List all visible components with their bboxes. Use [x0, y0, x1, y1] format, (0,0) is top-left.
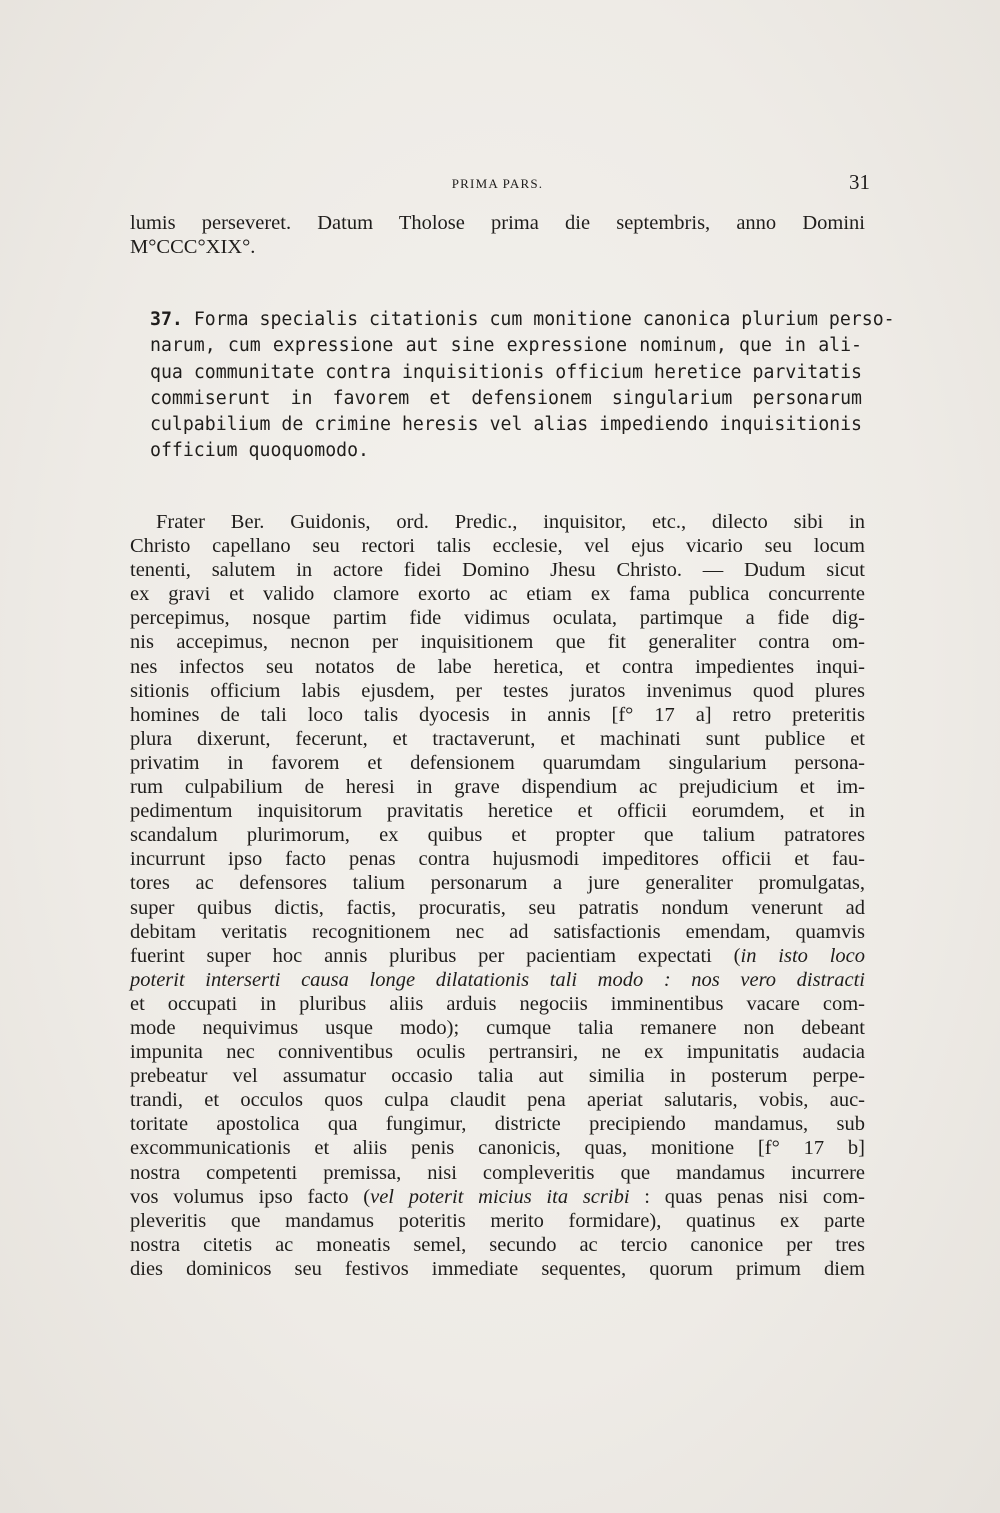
text-line: [130, 1185, 865, 1209]
page-number: 31: [849, 170, 870, 194]
section-heading: [150, 307, 895, 465]
running-title: PRIMA PARS.: [451, 176, 544, 191]
text-line: pedimentum inquisitorum pravitatis heretice et officii eorumdem, et in: [130, 800, 865, 823]
italic-note: vel poterit micius ita scribi: [370, 1185, 630, 1208]
text-line: nostra competenti premissa, nisi compleveritis que mandamus incurrere: [130, 1161, 865, 1184]
text-line: rum culpabilium de heresi in grave dispendium ac prejudicium et im-: [130, 776, 865, 799]
text-line: excommunicationis et aliis penis canonicis, quas, monitione [f° 17 b]: [130, 1137, 865, 1160]
text-line: homines de tali loco talis dyocesis in annis [f° 17 a] retro preteritis: [130, 703, 865, 726]
text-line: [130, 944, 865, 968]
text-line: plura dixerunt, fecerunt, et tractaverunt, et machinati sunt publice et: [130, 727, 865, 750]
text-line: dies dominicos seu festivos immediate sequentes, quorum primum diem: [130, 1257, 865, 1280]
running-header: [130, 170, 870, 200]
text-line: super quibus dictis, factis, procuratis, seu patratis nondum venerunt ad: [130, 896, 865, 919]
body-text: [130, 510, 865, 1281]
text-line: sitionis officium labis ejusdem, per testes juratos invenimus quod plures: [130, 679, 865, 702]
text-line: ex gravi et valido clamore exorto ac etiam ex fama publica concurrente: [130, 583, 865, 606]
text-line: scandalum plurimorum, ex quibus et propter que talium patratores: [130, 824, 865, 847]
text-segment: fuerint super hoc annis pluribus per pacientiam expectati (: [130, 944, 741, 967]
text-line: pleveritis que mandamus poteritis merito formidare), quatinus ex parte: [130, 1209, 865, 1232]
text-line: Christo capellano seu rectori talis ecclesie, vel ejus vicario seu locum: [130, 535, 865, 558]
text-line: M°CCC°XIX°.: [130, 235, 256, 258]
heading-text: Forma specialis citationis cum monitione canonica plurium perso-: [193, 309, 895, 330]
heading-line: officium quoquomodo.: [150, 440, 369, 462]
text-line: et occupati in pluribus aliis arduis negociis imminentibus vacare com-: [130, 992, 865, 1015]
italic-note: poterit: [130, 968, 185, 991]
text-line: debitam veritatis recognitionem nec ad satisfactionis emendam, quamvis: [130, 920, 865, 943]
text-line: privatim in favorem et defensionem quarumdam singularium persona-: [130, 751, 865, 774]
italic-note: in isto loco: [740, 944, 865, 967]
heading-line: commiserunt in favorem et defensionem singularium personarum: [150, 387, 862, 409]
text-line: tenenti, salutem in actore fidei Domino Jhesu Christo. — Dudum sicut: [130, 559, 865, 582]
text-line: impunita nec conniventibus oculis pertransiri, ne ex impunitatis audacia: [130, 1041, 865, 1064]
text-line: nostra citetis ac moneatis semel, secundo ac tercio canonice per tres: [130, 1233, 865, 1256]
top-paragraph: [130, 212, 865, 259]
heading-line: culpabilium de crimine heresis vel alias impediendo inquisitionis: [150, 414, 862, 436]
text-line: tores ac defensores talium personarum a jure generaliter promulgatas,: [130, 872, 865, 895]
heading-line: narum, cum expressione aut sine expressione nominum, que in ali-: [150, 335, 862, 357]
text-line: lumis perseveret. Datum Tholose prima die septembris, anno Domini: [130, 212, 865, 234]
text-line: incurrunt ipso facto penas contra hujusmodi impeditores officii et fau-: [130, 848, 865, 871]
text-line: percepimus, nosque partim fide vidimus oculata, partimque a fide dig-: [130, 607, 865, 630]
heading-line: qua communitate contra inquisitionis officium heretice parvitatis: [150, 361, 862, 383]
text-line: nes infectos seu notatos de labe heretica, et contra impedientes inqui-: [130, 655, 865, 678]
text-segment: vos volumus ipso facto (: [130, 1185, 371, 1208]
text-line: trandi, et occulos quos culpa claudit pena aperiat salutaris, vobis, auc-: [130, 1089, 865, 1112]
text-line: prebeatur vel assumatur occasio talia aut similia in posterum perpe-: [130, 1065, 865, 1088]
heading-line: [150, 307, 895, 333]
text-segment: : quas penas nisi com-: [644, 1185, 865, 1208]
text-line: mode nequivimus usque modo); cumque talia remanere non debeant: [130, 1016, 865, 1039]
text-line: nis accepimus, necnon per inquisitionem que fit generaliter contra om-: [130, 631, 865, 654]
section-number: 37.: [150, 309, 183, 330]
text-line: toritate apostolica qua fungimur, districte precipiendo mandamus, sub: [130, 1113, 865, 1136]
text-line: Frater Ber. Guidonis, ord. Predic., inquisitor, etc., dilecto sibi in: [156, 511, 865, 533]
text-line: [130, 968, 865, 992]
italic-note: interserti causa longe dilatationis tali modo : nos vero distracti: [205, 968, 865, 991]
